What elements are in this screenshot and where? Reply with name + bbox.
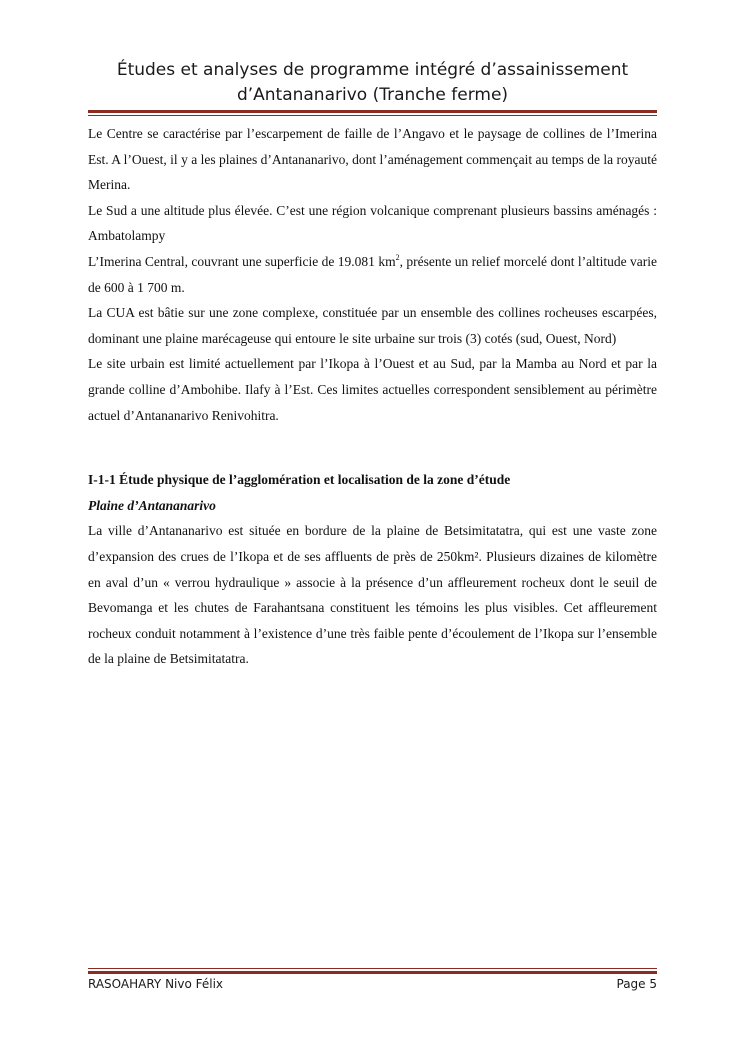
paragraph-plaine: La ville d’Antananarivo est située en bordure de la plaine de Betsimitatatra, qui est une vaste zone d’expansion des crues de l’Ikopa et de ses affluents de près de 250km². Plusieurs dizaines de kilomètre en aval d’un « verrou hydraulique » associe à la présence d’un affleurement rocheux dont le seuil de Bevomanga et les chutes de Farahantsana constituent les témoins les plus visibles. Cet affleurement rocheux conduit notamment à l’existence d’une très faible pente d’écoulement de l’Ikopa sur l’ensemble de la plaine de Betsimitatatra. — [88, 523, 657, 667]
section-subheading: Plaine d’Antananarivo — [88, 497, 216, 513]
paragraph-site-urbain: Le site urbain est limité actuellement par l’Ikopa à l’Ouest et au Sud, par la Mamba au Nord et par la grande colline d’Ambohibe. Ilafy à l’Est. Ces limites actuelles correspondent sensiblement au périmètre actuel d’Antananarivo Renivohitra. — [88, 356, 657, 423]
paragraph-imerina-text-start: L’Imerina Central, couvrant une superficie de 19.081 km — [88, 253, 396, 269]
page-header-title — [88, 58, 657, 108]
header-divider-thick — [88, 110, 657, 113]
paragraph-imerina-text-end: , présente un relief morcelé dont l’altitude varie de 600 à 1 700 m. — [88, 253, 658, 295]
paragraph-sud: Le Sud a une altitude plus élevée. C’est une région volcanique comprenant plusieurs bassins aménagés : Ambatolampy — [88, 202, 657, 244]
footer-page-number: Page 5 — [616, 977, 657, 991]
footer-divider-thick — [88, 971, 657, 974]
header-divider-thin — [88, 115, 657, 116]
paragraph-imerina-central — [88, 249, 657, 300]
footer-author: RASOAHARY Nivo Félix — [88, 977, 224, 991]
paragraph-cua: La CUA est bâtie sur une zone complexe, constituée par un ensemble des collines rocheuses escarpées, dominant une plaine marécageuse qui entoure le site urbaine sur trois (3) cotés (sud, Ouest, Nord) — [88, 305, 657, 346]
section-heading: I-1-1 Étude physique de l’agglomération et localisation de la zone d’étude — [88, 472, 511, 488]
header-title-line-2: d’Antananarivo (Tranche ferme) — [236, 85, 509, 105]
superscript-2: 2 — [395, 252, 400, 262]
section-spacer — [88, 428, 657, 467]
footer-divider-thin — [88, 968, 657, 969]
paragraph-centre: Le Centre se caractérise par l’escarpement de faille de l’Angavo et le paysage de collines de l’Imerina Est. A l’Ouest, il y a les plaines d’Antananarivo, dont l’aménagement commençait au temps de la royauté Merina. — [88, 126, 657, 193]
header-title-line-1: Études et analyses de programme intégré d’assainissement — [116, 60, 629, 80]
document-body — [88, 121, 657, 672]
